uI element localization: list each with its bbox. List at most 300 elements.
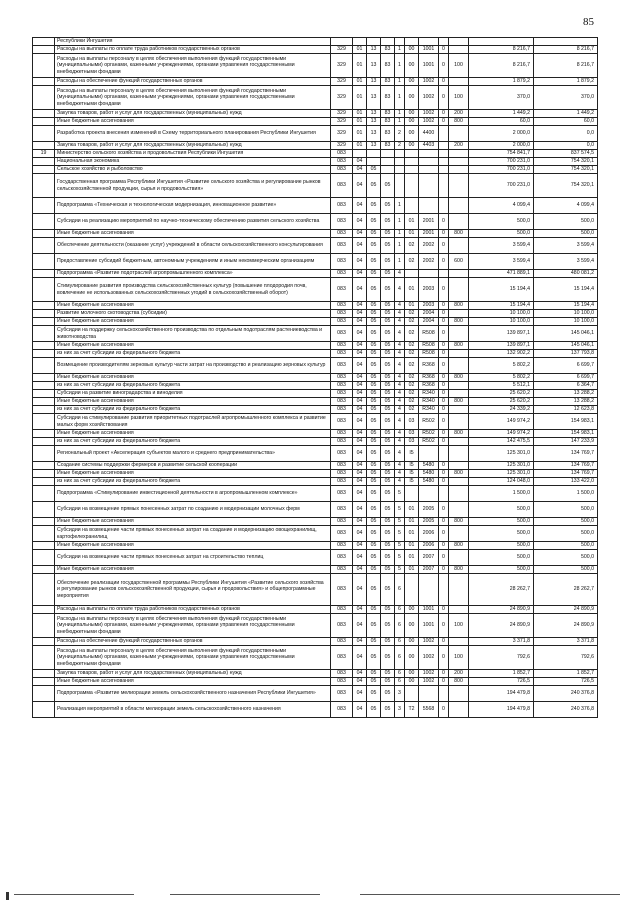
code-cell: 04 [353, 462, 367, 470]
code-cell: 05 [367, 278, 381, 302]
code-cell [405, 686, 419, 702]
code-cell: 4 [395, 278, 405, 302]
code-cell: 05 [367, 462, 381, 470]
code-cell: 05 [367, 326, 381, 342]
amount-year2-cell: 145 046,1 [534, 326, 598, 342]
code-cell: 05 [367, 318, 381, 326]
item-name-cell: Иные бюджетные ассигнования [55, 118, 331, 126]
code-cell: 05 [381, 302, 395, 310]
amount-year2-cell: 0,0 [534, 126, 598, 142]
amount-year1-cell: 370,0 [469, 86, 534, 110]
code-cell: 05 [367, 270, 381, 278]
code-cell: 200 [449, 110, 469, 118]
code-cell [449, 638, 469, 646]
code-cell [439, 166, 449, 174]
code-cell [449, 462, 469, 470]
code-cell: 0 [439, 46, 449, 54]
amount-year2-cell: 147 233,9 [534, 438, 598, 446]
amount-year2-cell: 145 046,1 [534, 342, 598, 350]
code-cell: 05 [367, 230, 381, 238]
row-number-cell [33, 326, 55, 342]
code-cell: 01 [353, 78, 367, 86]
code-cell: 02 [405, 382, 419, 390]
code-cell: 13 [367, 78, 381, 86]
code-cell: 04 [353, 686, 367, 702]
item-name-cell: Подпрограмма «Техническая и технологическая модернизация, инновационное развитие» [55, 198, 331, 214]
item-name-cell: Возмещение производителям зерновых культур части затрат на производство и реализацию зерновых культур [55, 358, 331, 374]
code-cell [381, 158, 395, 166]
code-cell: 083 [331, 350, 353, 358]
row-number-cell [33, 390, 55, 398]
code-cell: 04 [353, 702, 367, 718]
code-cell: 01 [405, 542, 419, 550]
code-cell: 2007 [419, 550, 439, 566]
amount-year2-cell: 240 376,8 [534, 702, 598, 718]
code-cell: 05 [381, 638, 395, 646]
amount-year2-cell: 10 100,0 [534, 318, 598, 326]
code-cell: 4 [395, 430, 405, 438]
code-cell: 05 [367, 526, 381, 542]
code-cell: 05 [381, 406, 395, 414]
code-cell [449, 126, 469, 142]
table-row [33, 566, 598, 574]
amount-year2-cell: 500,0 [534, 566, 598, 574]
code-cell: 1002 [419, 646, 439, 670]
code-cell: 05 [367, 302, 381, 310]
code-cell: 0 [439, 390, 449, 398]
table-row [33, 142, 598, 150]
table-row [33, 478, 598, 486]
code-cell: 2004 [419, 310, 439, 318]
code-cell: 2 [395, 142, 405, 150]
code-cell: 05 [367, 686, 381, 702]
code-cell [449, 478, 469, 486]
amount-year2-cell: 154 983,1 [534, 430, 598, 438]
item-name-cell: Иные бюджетные ассигнования [55, 678, 331, 686]
code-cell: 6 [395, 678, 405, 686]
code-cell: 800 [449, 342, 469, 350]
amount-year2-cell: 3 599,4 [534, 238, 598, 254]
item-name-cell: Субсидии на стимулирование развития приоритетных подотраслей агропромышленного комплекса и развитие малых форм хозяйствования [55, 414, 331, 430]
amount-year1-cell: 3 599,4 [469, 254, 534, 270]
code-cell [449, 350, 469, 358]
code-cell [405, 198, 419, 214]
code-cell: 5 [395, 566, 405, 574]
row-number-cell [33, 302, 55, 310]
row-number-cell [33, 550, 55, 566]
code-cell: 800 [449, 374, 469, 382]
item-name-cell: Закупка товаров, работ и услуг для государственных (муниципальных) нужд [55, 142, 331, 150]
code-cell [449, 310, 469, 318]
table-row [33, 150, 598, 158]
code-cell: 1001 [419, 46, 439, 54]
code-cell [449, 214, 469, 230]
amount-year1-cell: 700 231,0 [469, 174, 534, 198]
code-cell: 2002 [419, 238, 439, 254]
code-cell: 083 [331, 670, 353, 678]
amount-year1-cell: 1 879,2 [469, 78, 534, 86]
amount-year2-cell: 13 288,2 [534, 390, 598, 398]
code-cell: 083 [331, 702, 353, 718]
code-cell: 02 [405, 326, 419, 342]
code-cell: 05 [381, 566, 395, 574]
code-cell: 0 [439, 438, 449, 446]
code-cell [449, 158, 469, 166]
amount-year2-cell: 137 793,8 [534, 350, 598, 358]
amount-year1-cell: 500,0 [469, 230, 534, 238]
amount-year1-cell: 125 301,0 [469, 470, 534, 478]
code-cell: 83 [381, 118, 395, 126]
table-row [33, 174, 598, 198]
code-cell [449, 702, 469, 718]
amount-year2-cell: 1 879,2 [534, 78, 598, 86]
code-cell: 04 [353, 574, 367, 606]
code-cell: 04 [353, 358, 367, 374]
code-cell: 05 [381, 358, 395, 374]
code-cell: 05 [367, 382, 381, 390]
divider [14, 894, 134, 895]
code-cell: 04 [353, 670, 367, 678]
amount-year1-cell: 24 890,9 [469, 606, 534, 614]
code-cell: 05 [367, 174, 381, 198]
code-cell: 1002 [419, 678, 439, 686]
code-cell [439, 198, 449, 214]
code-cell: R340 [419, 390, 439, 398]
amount-year2-cell: 15 194,4 [534, 278, 598, 302]
row-number-cell [33, 318, 55, 326]
code-cell: 083 [331, 430, 353, 438]
code-cell: 083 [331, 230, 353, 238]
item-name-cell: Иные бюджетные ассигнования [55, 318, 331, 326]
code-cell [449, 574, 469, 606]
amount-year2-cell: 28 262,7 [534, 574, 598, 606]
code-cell [381, 166, 395, 174]
amount-year2-cell: 24 890,9 [534, 614, 598, 638]
code-cell: 100 [449, 614, 469, 638]
table-row [33, 678, 598, 686]
code-cell: 05 [367, 310, 381, 318]
table-row [33, 118, 598, 126]
row-number-cell [33, 438, 55, 446]
table-row [33, 230, 598, 238]
amount-year1-cell: 60,0 [469, 118, 534, 126]
code-cell: 5 [395, 518, 405, 526]
code-cell: 04 [353, 606, 367, 614]
code-cell: I5 [405, 462, 419, 470]
amount-year2-cell: 1 500,0 [534, 486, 598, 502]
code-cell [449, 270, 469, 278]
table-row [33, 390, 598, 398]
code-cell: 0 [439, 430, 449, 438]
code-cell: 05 [381, 390, 395, 398]
code-cell [405, 174, 419, 198]
table-row [33, 310, 598, 318]
code-cell: 05 [367, 254, 381, 270]
code-cell: 00 [405, 614, 419, 638]
code-cell: R508 [419, 342, 439, 350]
code-cell: 2006 [419, 542, 439, 550]
table-row [33, 542, 598, 550]
code-cell [449, 278, 469, 302]
code-cell: 083 [331, 270, 353, 278]
code-cell: 04 [353, 614, 367, 638]
table-row [33, 638, 598, 646]
code-cell: 4 [395, 446, 405, 462]
row-number-cell: 19 [33, 150, 55, 158]
code-cell: 02 [405, 406, 419, 414]
code-cell: 05 [381, 518, 395, 526]
item-name-cell: Обеспечение деятельности (оказание услуг) учреждений в области сельскохозяйственного консультирования [55, 238, 331, 254]
item-name-cell: Республики Ингушетия [55, 38, 331, 46]
amount-year2-cell: 1 449,2 [534, 110, 598, 118]
code-cell [405, 574, 419, 606]
code-cell: 4 [395, 438, 405, 446]
code-cell: 083 [331, 486, 353, 502]
code-cell: 05 [381, 398, 395, 406]
table-row [33, 486, 598, 502]
code-cell: 04 [353, 318, 367, 326]
amount-year1-cell: 3 599,4 [469, 238, 534, 254]
code-cell: 01 [405, 214, 419, 230]
code-cell: 0 [439, 462, 449, 470]
amount-year2-cell: 500,0 [534, 550, 598, 566]
item-name-cell: Разработка проекта внесения изменений в Схему территориального планирования Республики Ингушетия [55, 126, 331, 142]
item-name-cell: Закупка товаров, работ и услуг для государственных (муниципальных) нужд [55, 110, 331, 118]
code-cell: 0 [439, 638, 449, 646]
code-cell: 13 [367, 110, 381, 118]
row-number-cell [33, 486, 55, 502]
row-number-cell [33, 446, 55, 462]
item-name-cell: Субсидии на развитие виноградарства и виноделия [55, 390, 331, 398]
code-cell: 04 [353, 158, 367, 166]
code-cell: 800 [449, 566, 469, 574]
code-cell [449, 198, 469, 214]
code-cell: 2007 [419, 566, 439, 574]
row-number-cell [33, 646, 55, 670]
code-cell [353, 38, 367, 46]
code-cell: 6 [395, 606, 405, 614]
amount-year1-cell: 125 301,0 [469, 446, 534, 462]
item-name-cell: Субсидии на возмещение части прямых понесенных затрат на строительство теплиц [55, 550, 331, 566]
code-cell: 05 [367, 350, 381, 358]
code-cell: 04 [353, 550, 367, 566]
code-cell: 083 [331, 150, 353, 158]
code-cell: 329 [331, 54, 353, 78]
code-cell: 0 [439, 254, 449, 270]
code-cell [419, 174, 439, 198]
code-cell: 1 [395, 238, 405, 254]
item-name-cell: Стимулирование развития производства сельскохозяйственных культур (повышение плодородия почв, вовлечение не использованных сельскохозяйственных угодий в сельскохозяйственный оборот) [55, 278, 331, 302]
amount-year2-cell: 370,0 [534, 86, 598, 110]
row-number-cell [33, 358, 55, 374]
code-cell: R368 [419, 382, 439, 390]
code-cell: 05 [381, 678, 395, 686]
amount-year1-cell: 8 216,7 [469, 46, 534, 54]
code-cell: 2003 [419, 278, 439, 302]
code-cell: 04 [353, 518, 367, 526]
code-cell: 100 [449, 646, 469, 670]
code-cell: 04 [353, 430, 367, 438]
row-number-cell [33, 254, 55, 270]
item-name-cell: Расходы на выплаты по оплате труда работников государственных органов [55, 46, 331, 54]
code-cell: 083 [331, 518, 353, 526]
code-cell: 01 [405, 518, 419, 526]
code-cell: 05 [381, 702, 395, 718]
code-cell: 0 [439, 302, 449, 310]
code-cell [449, 390, 469, 398]
code-cell: 4 [395, 318, 405, 326]
table-row [33, 166, 598, 174]
code-cell: 4 [395, 302, 405, 310]
code-cell: 083 [331, 390, 353, 398]
row-number-cell [33, 374, 55, 382]
code-cell: 13 [367, 118, 381, 126]
code-cell: 4 [395, 382, 405, 390]
table-row [33, 38, 598, 46]
code-cell: 05 [381, 526, 395, 542]
code-cell: 05 [381, 310, 395, 318]
code-cell: 01 [353, 126, 367, 142]
table-row [33, 614, 598, 638]
code-cell: 0 [439, 350, 449, 358]
code-cell: 05 [381, 646, 395, 670]
code-cell: 05 [381, 230, 395, 238]
row-number-cell [33, 606, 55, 614]
amount-year2-cell: 837 574,5 [534, 150, 598, 158]
code-cell: 0 [439, 382, 449, 390]
code-cell: 00 [405, 46, 419, 54]
code-cell: 083 [331, 318, 353, 326]
code-cell: 04 [353, 646, 367, 670]
code-cell: 05 [367, 430, 381, 438]
amount-year1-cell: 500,0 [469, 502, 534, 518]
item-name-cell: Национальная экономика [55, 158, 331, 166]
code-cell: 05 [367, 166, 381, 174]
item-name-cell: из них за счет субсидии из федерального бюджета [55, 438, 331, 446]
item-name-cell: Обеспечение реализации государственной программы Республики Ингушетия «Развитие сельского хозяйства и регулирование рынков сельскохозяйственной продукции, сырья и продовольствия» и общепрограммные мероприятия [55, 574, 331, 606]
code-cell: 05 [367, 518, 381, 526]
row-number-cell [33, 342, 55, 350]
code-cell: 83 [381, 78, 395, 86]
code-cell: 05 [367, 198, 381, 214]
table-row [33, 414, 598, 430]
code-cell: 04 [353, 678, 367, 686]
code-cell: R508 [419, 350, 439, 358]
code-cell: 083 [331, 358, 353, 374]
code-cell: 83 [381, 126, 395, 142]
code-cell [405, 158, 419, 166]
code-cell: 04 [353, 438, 367, 446]
amount-year1-cell: 24 890,9 [469, 614, 534, 638]
amount-year2-cell: 754 320,1 [534, 166, 598, 174]
code-cell: 05 [381, 670, 395, 678]
code-cell: I5 [405, 470, 419, 478]
code-cell: 083 [331, 446, 353, 462]
table-row [33, 526, 598, 542]
code-cell: 05 [381, 486, 395, 502]
code-cell: 04 [353, 502, 367, 518]
code-cell: 083 [331, 574, 353, 606]
item-name-cell: Министерство сельского хозяйства и продовольствия Республики Ингушетия [55, 150, 331, 158]
item-name-cell: Расходы на обеспечение функций государственных органов [55, 638, 331, 646]
code-cell: 00 [405, 54, 419, 78]
code-cell: 04 [353, 406, 367, 414]
item-name-cell: Подпрограмма «Развитие подотраслей агропромышленного комплекса» [55, 270, 331, 278]
code-cell: R508 [419, 326, 439, 342]
item-name-cell: Расходы на выплаты персоналу в целях обеспечения выполнения функций государственными (муниципальными) органами, казенными учреждениями, органами управления государственными внебюджетными фондами [55, 54, 331, 78]
code-cell: 05 [367, 214, 381, 230]
code-cell: 329 [331, 110, 353, 118]
amount-year2-cell: 134 769,7 [534, 446, 598, 462]
code-cell: 0 [439, 398, 449, 406]
table-row [33, 270, 598, 278]
code-cell: 600 [449, 254, 469, 270]
code-cell: 0 [439, 310, 449, 318]
code-cell: 02 [405, 390, 419, 398]
code-cell: 4 [395, 350, 405, 358]
amount-year2-cell: 754 320,1 [534, 158, 598, 166]
code-cell: 0 [439, 54, 449, 78]
code-cell: 03 [405, 414, 419, 430]
code-cell [331, 38, 353, 46]
code-cell: 083 [331, 470, 353, 478]
code-cell: 00 [405, 678, 419, 686]
code-cell: 800 [449, 318, 469, 326]
code-cell: 05 [381, 270, 395, 278]
code-cell: 05 [381, 614, 395, 638]
code-cell: 1 [395, 86, 405, 110]
item-name-cell: Расходы на выплаты персоналу в целях обеспечения выполнения функций государственными (муниципальными) органами, казенными учреждениями, органами управления государственными внебюджетными фондами [55, 646, 331, 670]
code-cell: 083 [331, 406, 353, 414]
amount-year2-cell: 10 100,0 [534, 310, 598, 318]
amount-year1-cell: 139 897,1 [469, 326, 534, 342]
code-cell: 5568 [419, 702, 439, 718]
code-cell: 1 [395, 198, 405, 214]
amount-year2-cell: 134 769,7 [534, 462, 598, 470]
code-cell: 329 [331, 118, 353, 126]
amount-year2-cell: 792,6 [534, 646, 598, 670]
row-number-cell [33, 198, 55, 214]
code-cell: 200 [449, 670, 469, 678]
code-cell: 083 [331, 214, 353, 230]
page-number: 85 [583, 16, 594, 28]
code-cell: 083 [331, 638, 353, 646]
code-cell: 800 [449, 118, 469, 126]
table-row [33, 86, 598, 110]
code-cell: 0 [439, 374, 449, 382]
table-row [33, 574, 598, 606]
item-name-cell: Иные бюджетные ассигнования [55, 374, 331, 382]
amount-year1-cell [469, 38, 534, 46]
code-cell: 4 [395, 270, 405, 278]
row-number-cell [33, 214, 55, 230]
code-cell: 04 [353, 398, 367, 406]
amount-year1-cell: 500,0 [469, 214, 534, 230]
table-row [33, 646, 598, 670]
amount-year1-cell: 15 194,4 [469, 278, 534, 302]
code-cell: 05 [367, 574, 381, 606]
code-cell: 2002 [419, 254, 439, 270]
code-cell: 083 [331, 646, 353, 670]
code-cell: 083 [331, 462, 353, 470]
code-cell: 0 [439, 566, 449, 574]
row-number-cell [33, 414, 55, 430]
code-cell: 04 [353, 342, 367, 350]
table-row [33, 342, 598, 350]
code-cell: 2005 [419, 502, 439, 518]
amount-year1-cell: 1 449,2 [469, 110, 534, 118]
table-row [33, 670, 598, 678]
